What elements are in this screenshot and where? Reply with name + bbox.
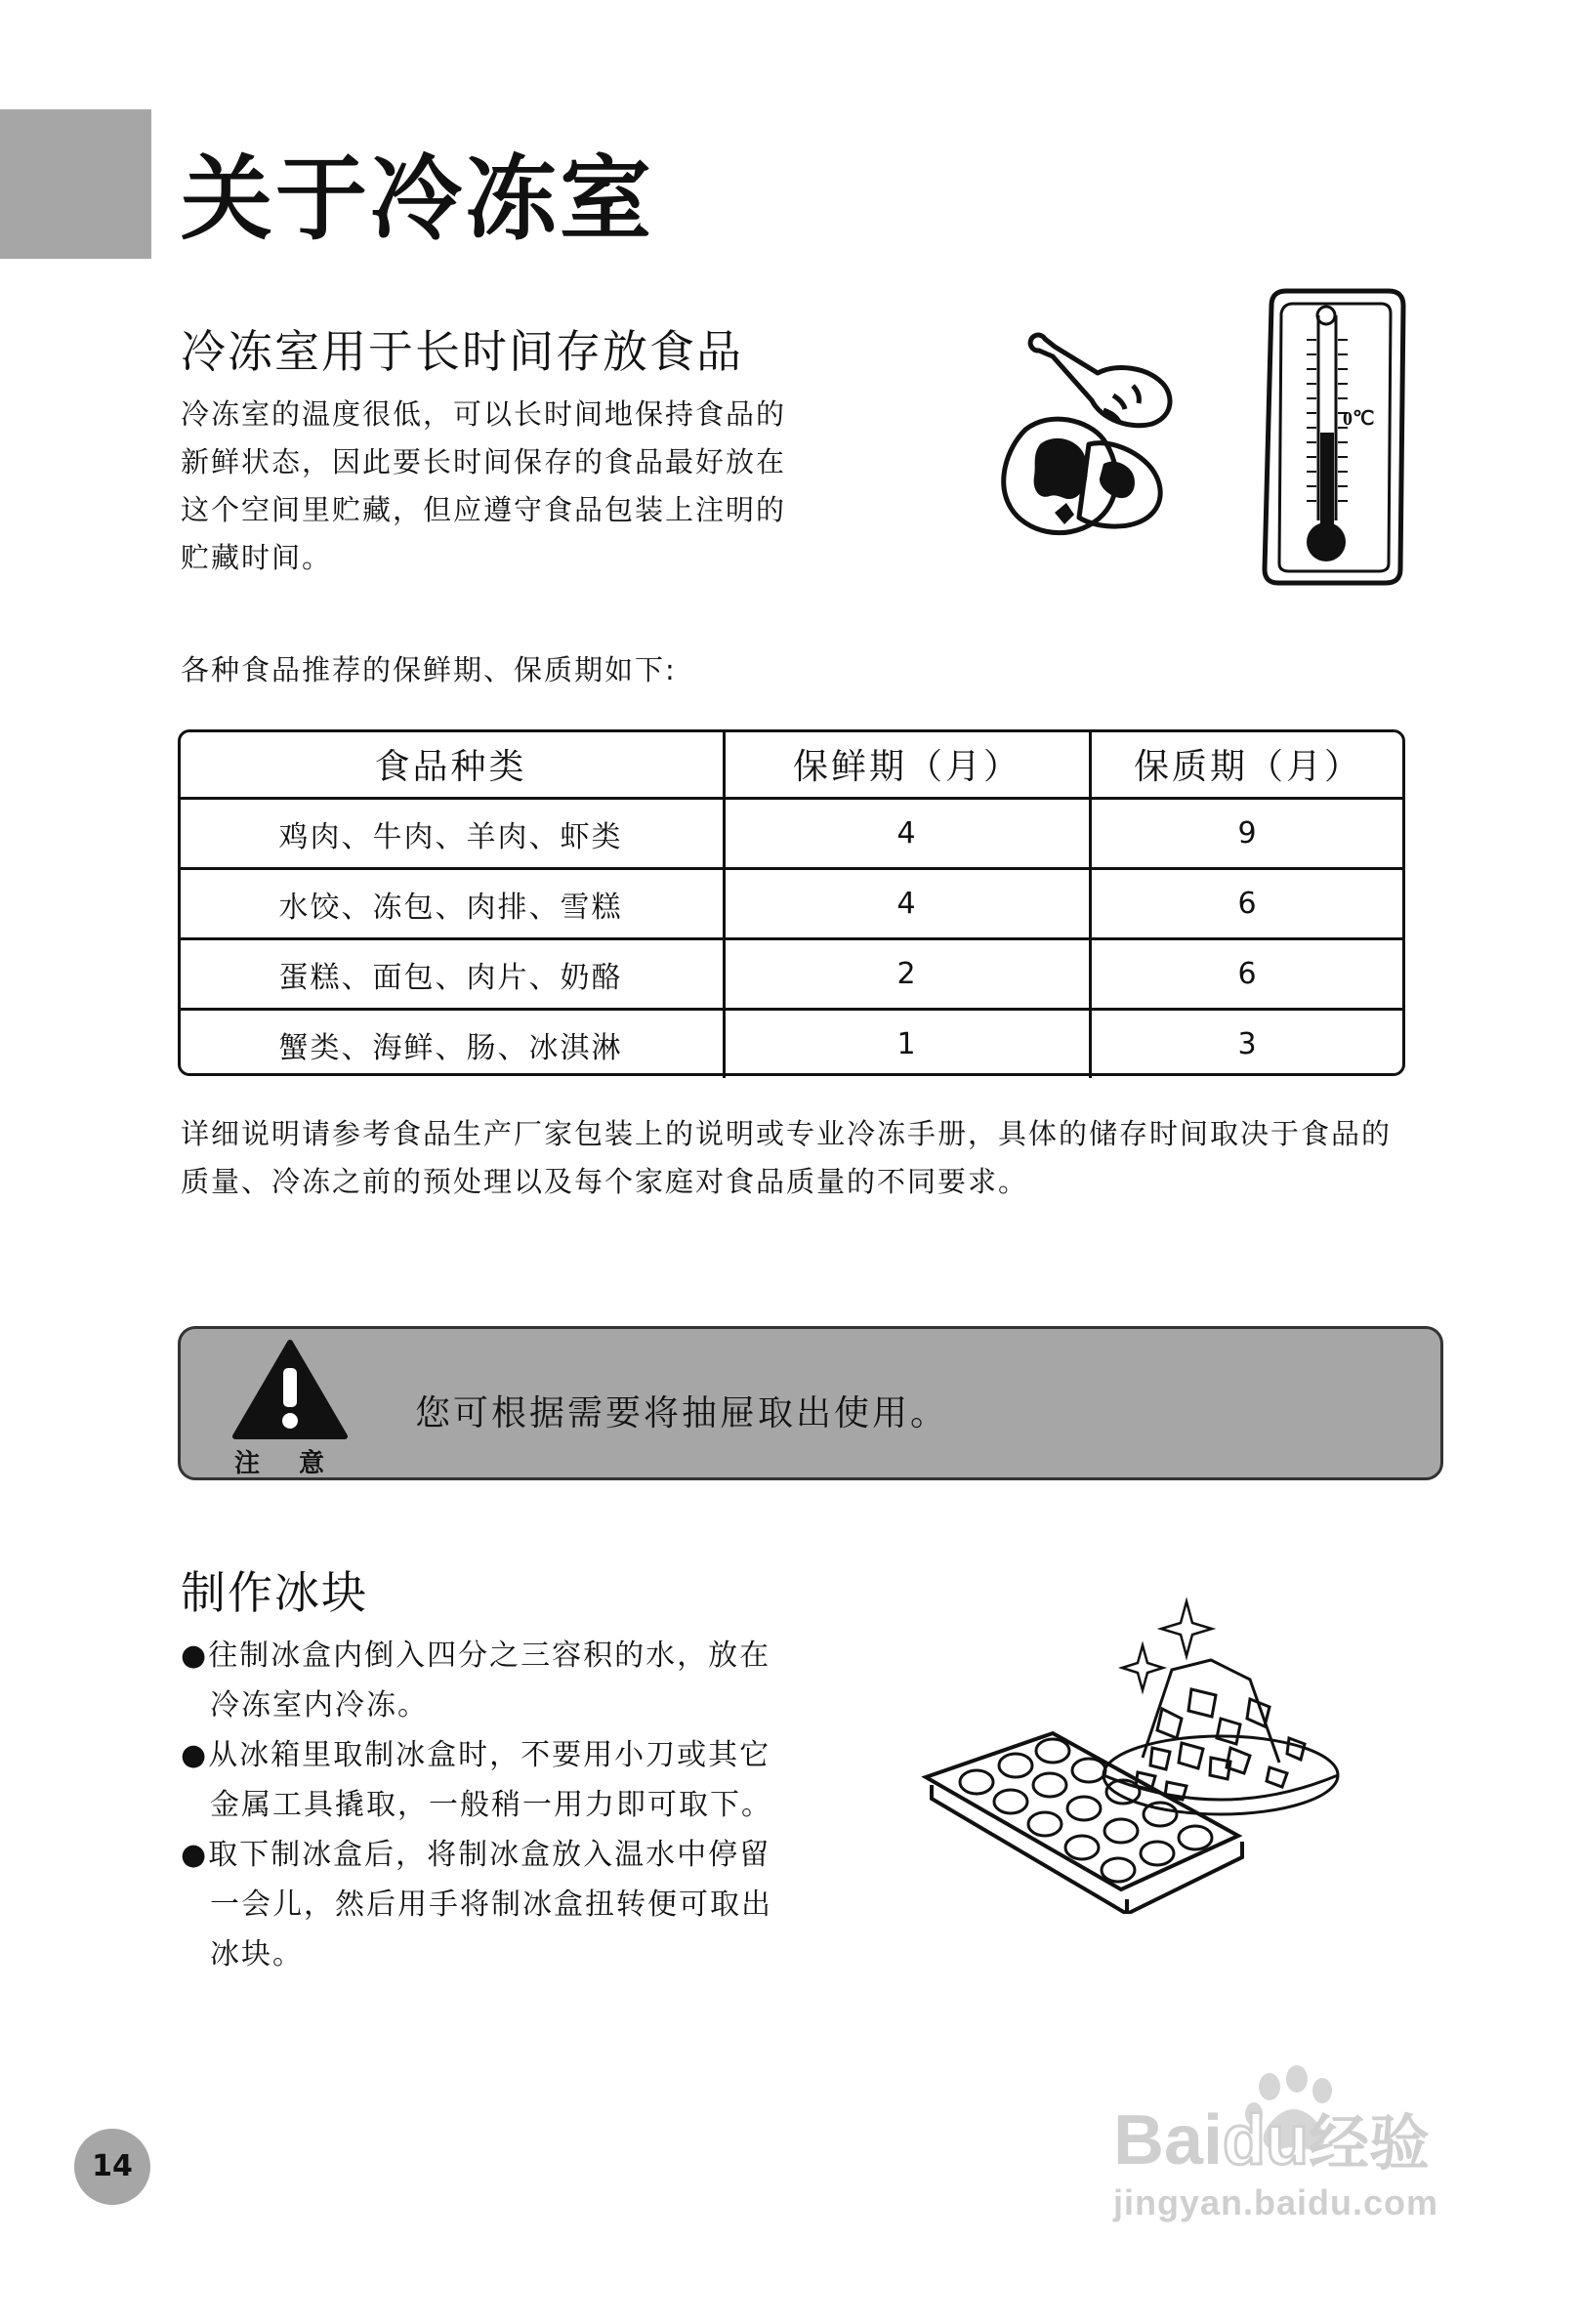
detail-note: 详细说明请参考食品生产厂家包装上的说明或专业冷冻手册，具体的储存时间取决于食品的 质量、冷冻之前的预处理以及每个家庭对食品质量的不同要求。 xyxy=(181,1117,1393,1198)
table-cell-fresh: 4 xyxy=(725,869,1091,939)
section2-heading: 制作冰块 xyxy=(181,1566,368,1619)
frozen-meat-illustration xyxy=(996,327,1230,571)
section1-paragraph: 冷冻室的温度很低，可以长时间地保持食品的 新鲜状态，因此要长时间保存的食品最好放在 这个空间里贮藏，但应遵守食品包装上注明的 贮藏时间。 xyxy=(181,397,787,574)
table-cell-food: 水饺、冻包、肉排、雪糕 xyxy=(179,869,725,939)
table-row xyxy=(179,799,1404,869)
section-tab-marker xyxy=(0,109,151,259)
thermometer-zero-label: 0℃ xyxy=(1343,408,1375,430)
table-row xyxy=(179,939,1404,1010)
table-cell-fresh: 2 xyxy=(725,939,1091,1010)
table-cell-fresh: 1 xyxy=(725,1010,1091,1079)
warning-icon xyxy=(231,1339,349,1441)
table-header-row xyxy=(179,730,1404,799)
ice-making-bullets xyxy=(181,1631,772,1979)
bullet-dot-icon: ● xyxy=(181,1838,209,1872)
bullet-dot-icon: ● xyxy=(181,1738,209,1772)
table-cell-food: 蛋糕、面包、肉片、奶酪 xyxy=(179,939,725,1010)
caution-text: 您可根据需要将抽屉取出使用。 xyxy=(415,1393,949,1433)
table-cell-food: 鸡肉、牛肉、羊肉、虾类 xyxy=(179,799,725,869)
table-row xyxy=(179,1010,1404,1079)
bullet-dot-icon: ● xyxy=(181,1639,209,1673)
table-row xyxy=(179,869,1404,939)
page-title: 关于冷冻室 xyxy=(181,146,655,253)
table-cell-shelf: 3 xyxy=(1091,1010,1405,1079)
col-header-food-type: 食品种类 xyxy=(179,730,725,799)
table-intro: 各种食品推荐的保鲜期、保质期如下: xyxy=(181,653,677,686)
caution-label: 注意 xyxy=(234,1449,364,1478)
table-cell-shelf: 9 xyxy=(1091,799,1405,869)
page-number: 14 xyxy=(74,2129,150,2205)
caution-notice-box xyxy=(178,1326,1443,1480)
table-cell-fresh: 4 xyxy=(725,799,1091,869)
list-item: ●往制冰盒内倒入四分之三容积的水，放在 冷冻室内冷冻。 xyxy=(181,1639,771,1722)
col-header-shelf-life: 保质期（月） xyxy=(1091,730,1405,799)
baidu-watermark-url: jingyan.baidu.com xyxy=(1113,2182,1439,2222)
ice-tray-illustration xyxy=(918,1592,1348,1914)
list-item: ●从冰箱里取制冰盒时，不要用小刀或其它 金属工具撬取，一般稍一用力即可取下。 xyxy=(181,1738,772,1822)
baidu-watermark-brand: Baidu经验 xyxy=(1113,2101,1431,2179)
table-cell-shelf: 6 xyxy=(1091,869,1405,939)
col-header-fresh-period: 保鲜期（月） xyxy=(725,730,1091,799)
list-item: ●取下制冰盒后，将制冰盒放入温水中停留 一会儿，然后用手将制冰盒扭转便可取出 冰块。 xyxy=(181,1838,772,1971)
table-cell-food: 蟹类、海鲜、肠、冰淇淋 xyxy=(179,1010,725,1079)
section1-heading: 冷冻室用于长时间存放食品 xyxy=(181,325,743,378)
food-storage-table xyxy=(179,730,1404,1078)
table-cell-shelf: 6 xyxy=(1091,939,1405,1010)
thermometer-illustration xyxy=(1252,286,1408,589)
